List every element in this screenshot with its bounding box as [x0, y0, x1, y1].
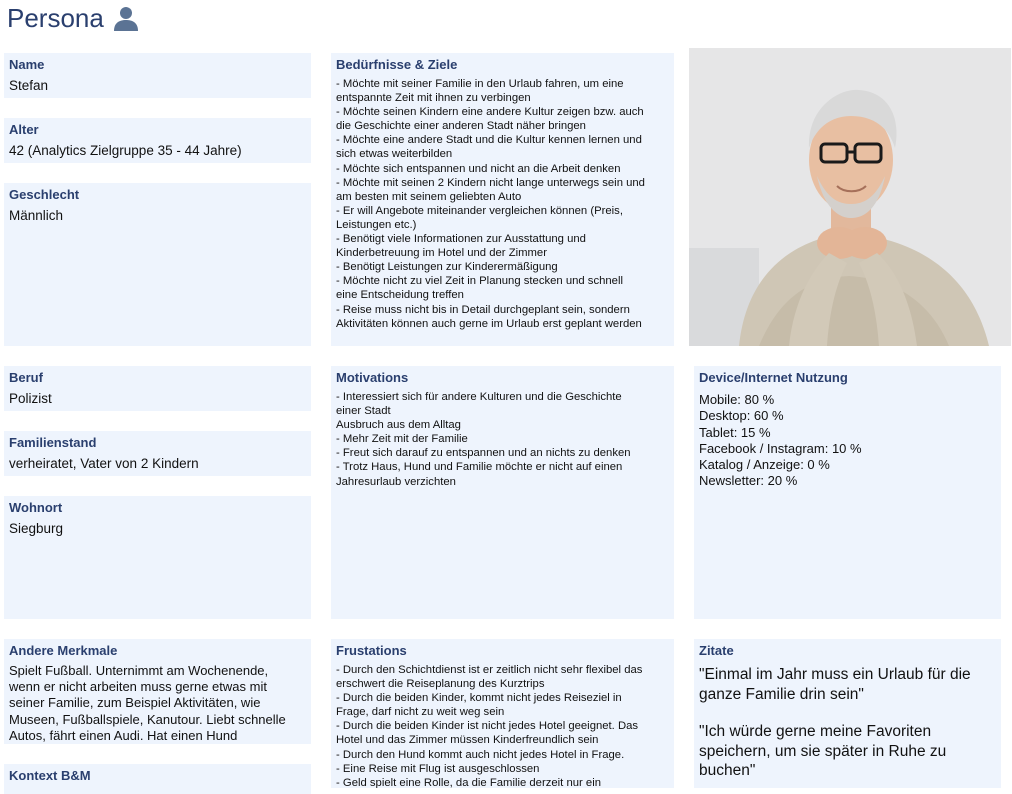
- job-value: Polizist: [9, 391, 52, 406]
- age-value: 42 (Analytics Zielgruppe 35 - 44 Jahre): [9, 143, 242, 158]
- quotes-label: Zitate: [699, 643, 734, 658]
- page-title-text: Persona: [7, 2, 104, 33]
- residence-card: [4, 496, 311, 619]
- quote-2: "Ich würde gerne meine Favoriten speichern, um sie später in Ruhe zu buchen": [699, 723, 947, 779]
- gender-card: [4, 183, 311, 346]
- other-text: Spielt Fußball. Unternimmt am Wochenende, wenn er nicht arbeiten muss gerne etwas mit seiner Familie, zum Beispiel Aktivitäten, wie Museen, Fußballspiele, Kanutour. Liebt schnelle Autos, fährt einen Audi. Hat einen Hund: [9, 663, 286, 743]
- device-line: Katalog / Anzeige: 0 %: [699, 457, 830, 473]
- device-line: Mobile: 80 %: [699, 392, 775, 407]
- family-card: [4, 431, 311, 476]
- frustrations-label: Frustations: [336, 643, 407, 658]
- needs-label: Bedürfnisse & Ziele: [336, 57, 458, 72]
- context-card: [4, 764, 311, 794]
- quotes-card: [694, 639, 1001, 788]
- name-label: Name: [9, 57, 45, 72]
- device-line: Tablet: 15 %: [699, 424, 771, 440]
- residence-label: Wohnort: [9, 500, 63, 515]
- gender-label: Geschlecht: [9, 187, 80, 202]
- frustrations-text: - Durch den Schichtdienst ist er zeitlich nicht sehr flexibel das erschwert die Reiseplanung des Kurztrips - Durch die beiden Kinder, kommt nicht jedes Reiseziel in Frage, darf nicht zu weit weg sein - Durch die beiden Kinder ist nicht jedes Hotel geeignet. Das Hotel und das Zimmer müssen Kinderfreundlich sein - Durch den Hund kommt auch nicht jedes Hotel in Frage. - Eine Reise mit Flug ist ausgeschlossen - Geld spielt eine Rolle, da die Familie derzeit nur ein: [336, 664, 643, 788]
- needs-card: [331, 53, 674, 346]
- family-value: verheiratet, Vater von 2 Kindern: [9, 456, 199, 471]
- motivations-card: [331, 366, 674, 619]
- device-card: [694, 366, 1001, 619]
- name-value: Stefan: [9, 78, 49, 93]
- job-label: Beruf: [9, 370, 43, 385]
- residence-value: Siegburg: [9, 521, 64, 536]
- device-line: Facebook / Instagram: 10 %: [699, 440, 862, 456]
- name-card: [4, 53, 311, 98]
- job-card: [4, 366, 311, 411]
- other-card: [4, 639, 311, 744]
- persona-photo: [689, 48, 1011, 346]
- persona-illustration: [689, 48, 1011, 346]
- frustrations-card: [331, 639, 674, 788]
- motivations-label: Motivations: [336, 370, 409, 385]
- device-line: Newsletter: 20 %: [699, 473, 798, 489]
- context-label: Kontext B&M: [9, 768, 91, 783]
- gender-value: Männlich: [9, 208, 64, 223]
- device-line: Desktop: 60 %: [699, 408, 784, 424]
- device-label: Device/Internet Nutzung: [699, 370, 848, 385]
- age-card: [4, 118, 311, 163]
- age-label: Alter: [9, 122, 39, 137]
- motivations-text: - Interessiert sich für andere Kulturen und die Geschichte einer Stadt Ausbruch aus dem Alltag - Mehr Zeit mit der Familie - Freut sich darauf zu entspannen und an nichts zu denken - Trotz Haus, Hund und Familie möchte er nicht auf einen Jahresurlaub verzichten: [336, 391, 631, 488]
- page-title: [7, 0, 140, 36]
- family-label: Familienstand: [9, 435, 97, 450]
- other-label: Andere Merkmale: [9, 643, 118, 658]
- person-icon: [112, 4, 140, 32]
- quote-1: "Einmal im Jahr muss ein Urlaub für die ganze Familie drin sein": [699, 666, 971, 703]
- needs-text: - Möchte mit seiner Familie in den Urlaub fahren, um eine entspannte Zeit mit ihnen zu verbingen - Möchte seinen Kindern eine andere Kultur zeigen bzw. auch die Geschichte einer anderen Stadt näher bringen - Möchte eine andere Stadt und die Kultur kennen lernen und sich etwas weiterbilden - Möchte sich entspannen und nicht an die Arbeit denken - Möchte mit seinen 2 Kindern nicht lange unterwegs sein und am besten mit seinem geliebten Auto - Er will Angebote miteinander vergleichen können (Preis, Leistungen etc.) - Benötigt viele Informationen zur Ausstattung und Kinderbetreuung im Hotel und der Zimmer - Benötigt Leistungen zur Kinderermäßigung - Möchte nicht zu viel Zeit in Planung stecken und schnell eine Entscheidung treffen - Reise muss nicht bis in Detail durchgeplant sein, sondern Aktivitäten können auch gerne im Urlaub erst geplant werden: [336, 78, 645, 330]
